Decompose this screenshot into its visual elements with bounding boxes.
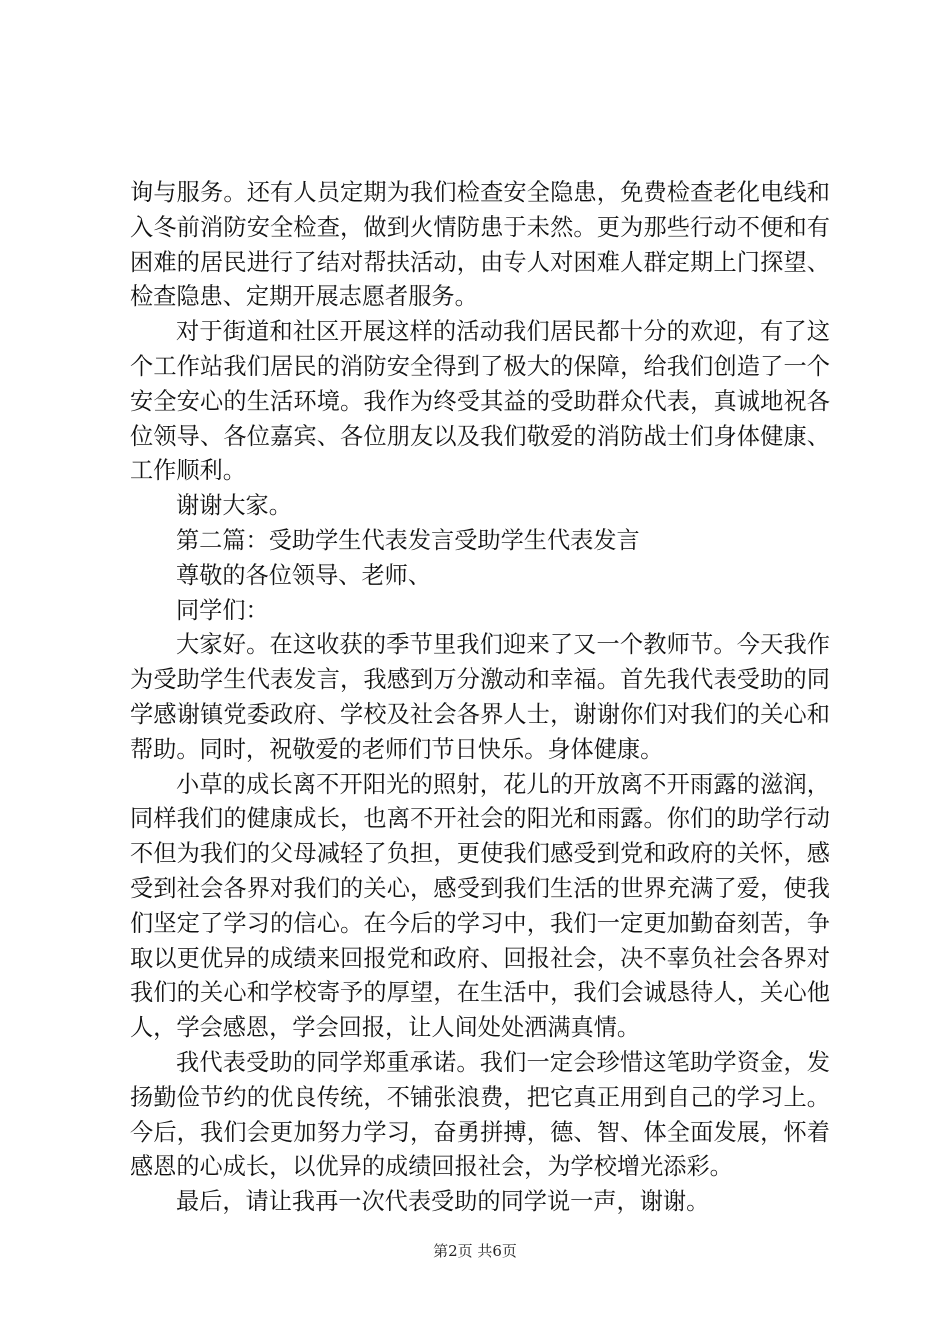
- paragraph-fire-station: 对于街道和社区开展这样的活动我们居民都十分的欢迎，有了这个工作站我们居民的消防安全得到了极大的保障，给我们创造了一个安全安心的生活环境。我作为终受其益的受助群众代表，真诚地祝各位领导、各位嘉宾、各位朋友以及我们敬爱的消防战士们身体健康、工作顺利。: [130, 318, 830, 485]
- paragraph-thanks: 谢谢大家。: [176, 492, 292, 520]
- page-number: 第2页 共6页: [433, 1242, 517, 1260]
- paragraph-promise: 我代表受助的同学郑重承诺。我们一定会珍惜这笔助学资金，发扬勤俭节约的优良传统，不铺张浪费，把它真正用到自己的学习上。今后，我们会更加努力学习，奋勇拼搏，德、智、体全面发展，怀着感恩的心成长，以优异的成绩回报社会，为学校增光添彩。: [130, 1048, 830, 1181]
- salutation: 尊敬的各位领导、老师、: [176, 561, 432, 589]
- section-heading: 第二篇：受助学生代表发言受助学生代表发言: [176, 526, 640, 554]
- paragraph-growth: 小草的成长离不开阳光的照射，花儿的开放离不开雨露的滋润，同样我们的健康成长，也离不开社会的阳光和雨露。你们的助学行动不但为我们的父母减轻了负担，更使我们感受到党和政府的关怀，感受到社会各界对我们的关心，感受到我们生活的世界充满了爱，使我们坚定了学习的信心。在今后的学习中，我们一定更加勤奋刻苦，争取以更优异的成绩来回报党和政府、回报社会，决不辜负社会各界对我们的关心和学校寄予的厚望，在生活中，我们会诚恳待人，关心他人，学会感恩，学会回报，让人间处处洒满真情。: [130, 770, 830, 1042]
- paragraph-continuation: 询与服务。还有人员定期为我们检查安全隐患，免费检查老化电线和入冬前消防安全检查，做到火情防患于未然。更为那些行动不便和有困难的居民进行了结对帮扶活动，由专人对困难人群定期上门探望、检查隐患、定期开展志愿者服务。: [130, 179, 830, 311]
- paragraph-closing: 最后，请让我再一次代表受助的同学说一声，谢谢。: [176, 1188, 710, 1216]
- document-body: [130, 176, 830, 1220]
- salutation-students: 同学们：: [176, 596, 269, 624]
- paragraph-greeting: 大家好。在这收获的季节里我们迎来了又一个教师节。今天我作为受助学生代表发言，我感到万分激动和幸福。首先我代表受助的同学感谢镇党委政府、学校及社会各界人士，谢谢你们对我们的关心和帮助。同时，祝敬爱的老师们节日快乐。身体健康。: [130, 631, 830, 763]
